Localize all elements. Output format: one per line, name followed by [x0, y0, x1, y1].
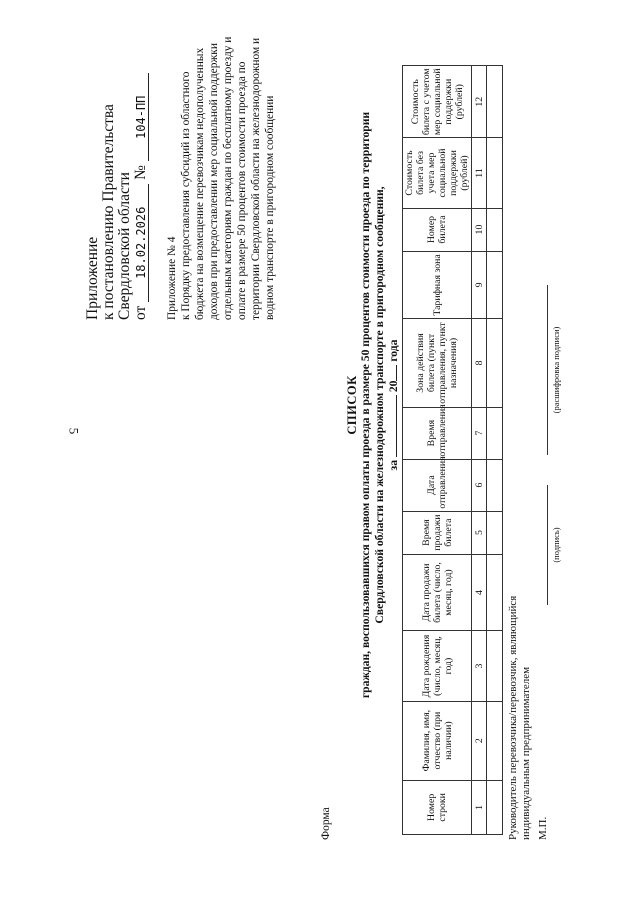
- table-cell: [487, 407, 503, 459]
- number-label: №: [132, 165, 149, 180]
- stamp-label: М.П.: [537, 816, 549, 840]
- header-cell: Время отправления: [403, 407, 472, 459]
- signature-row: [537, 280, 567, 840]
- table-cell: [487, 631, 503, 701]
- header-cell: Тарифная зона: [403, 251, 472, 319]
- title-line-1: граждан, воспользовавшихся правом оплаты проезда в размере 50 процентов стоимости проезда по территории: [359, 111, 372, 699]
- appendix-date-line: [133, 30, 149, 320]
- decree-date: 18.02.2026: [135, 184, 149, 302]
- appendix-title: Приложение: [84, 236, 101, 320]
- year-blank: [396, 365, 397, 381]
- header-cell: Фамилия, имя, отчество (при наличии): [403, 701, 472, 780]
- decree-number: 104-ПП: [135, 73, 149, 161]
- period-blank: [396, 395, 397, 457]
- period-prefix: за: [387, 459, 400, 471]
- column-number-row: [472, 66, 487, 835]
- column-number: 2: [472, 701, 487, 780]
- signatory-line-2: индивидуальным предпринимателем: [520, 666, 532, 840]
- table-cell: [487, 66, 503, 138]
- column-number: 1: [472, 780, 487, 834]
- column-number: 6: [472, 459, 487, 511]
- document-title: [345, 75, 401, 735]
- header-cell: Стоимость билета без учета мер социальной поддержки (рублей): [403, 138, 472, 208]
- signatory-line-1: Руководитель перевозчика/перевозчик, являющийся: [507, 595, 519, 840]
- header-cell: Зона действия билета (пункт отправления, пункт назначения): [403, 319, 472, 407]
- column-number: 9: [472, 251, 487, 319]
- header-cell: Время продажи билета: [403, 511, 472, 554]
- citizens-table: [402, 65, 503, 835]
- signature-caption: (подпись): [551, 527, 561, 563]
- order-appendix-title: Приложение № 4: [166, 236, 178, 320]
- table-row: [487, 66, 503, 835]
- column-number: 11: [472, 138, 487, 208]
- column-number: 5: [472, 511, 487, 554]
- period-middle: 20: [387, 380, 400, 393]
- column-number: 12: [472, 66, 487, 138]
- table-cell: [487, 319, 503, 407]
- header-cell: Дата продажи билета (число, месяц, год): [403, 554, 472, 631]
- signature-block: [507, 280, 533, 840]
- period-suffix: года: [387, 339, 400, 362]
- header-cell: Дата отправления: [403, 459, 472, 511]
- title-main: СПИСОК: [345, 375, 359, 435]
- column-number: 7: [472, 407, 487, 459]
- order-appendix: [165, 30, 277, 320]
- table-cell: [487, 701, 503, 780]
- header-cell: Номер строки: [403, 780, 472, 834]
- order-appendix-text: к Порядку предоставления субсидий из областного бюджета на возмещение перевозчикам недополученных доходов при предоставлении мер социальной поддержки отдельным категориям граждан по бесплатному проезду и оплате в размере 50 процентов стоимости проезда по территории Свердловской области на железнодорожном и водном транспорте в пригородном сообщении: [180, 36, 276, 320]
- appendix-header: [85, 30, 149, 320]
- form-label: Форма: [320, 807, 332, 840]
- table-cell: [487, 208, 503, 251]
- header-cell: Дата рождения (число, месяц, год): [403, 631, 472, 701]
- table-cell: [487, 459, 503, 511]
- rotated-form-sheet: [45, 25, 585, 875]
- page-number: 5: [66, 427, 82, 435]
- table-cell: [487, 554, 503, 631]
- header-cell: Стоимость билета с учетом мер социальной поддержки (рублей): [403, 66, 472, 138]
- signature-line: [535, 485, 548, 605]
- table-cell: [487, 511, 503, 554]
- decoding-line: [535, 285, 548, 455]
- table-cell: [487, 251, 503, 319]
- appendix-line-2: к постановлению Правительства: [100, 104, 117, 320]
- table-cell: [487, 138, 503, 208]
- table-cell: [487, 780, 503, 834]
- header-cell: Номер билета: [403, 208, 472, 251]
- column-number: 10: [472, 208, 487, 251]
- title-line-2: Свердловской области на железнодорожном транспорте в пригородном сообщении,: [373, 186, 386, 624]
- column-number: 8: [472, 319, 487, 407]
- appendix-line-3: Свердловской области: [116, 172, 133, 320]
- column-number: 4: [472, 554, 487, 631]
- column-number: 3: [472, 631, 487, 701]
- title-period: [387, 75, 401, 735]
- decoding-caption: (расшифровка подписи): [551, 326, 561, 414]
- table-header-row: [403, 66, 472, 835]
- from-label: от: [132, 305, 149, 320]
